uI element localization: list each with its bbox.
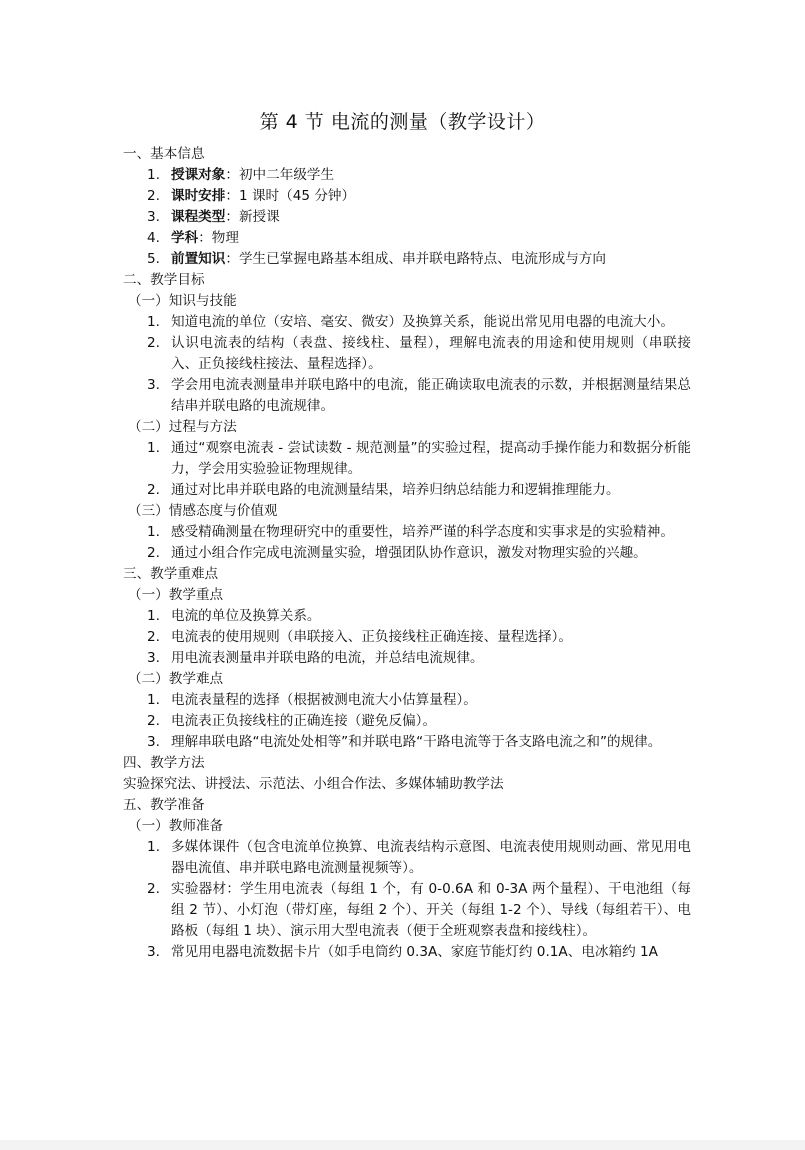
list-item xyxy=(123,312,691,333)
item-number: 5. xyxy=(147,251,160,267)
list-item xyxy=(123,249,691,270)
item-number: 1. xyxy=(147,314,160,330)
item-text: 实验器材：学生用电流表（每组 1 个，有 0-0.6A 和 0-3A 两个量程）、干电池组（每组 2 节）、小灯泡（带灯座，每组 2 个）、开关（每组 1-2 个）、导线（每组若干）、电路板（每组 1 块）、演示用大型电流表（便于全班观察表盘和接线柱）。 xyxy=(171,881,691,939)
item-number: 3. xyxy=(147,734,160,750)
item-text: ：物理 xyxy=(198,230,239,246)
item-text: 电流的单位及换算关系。 xyxy=(171,608,321,624)
item-text: 电流表量程的选择（根据被测电流大小估算量程）。 xyxy=(171,692,477,708)
item-number: 3. xyxy=(147,377,160,393)
list-item xyxy=(123,165,691,186)
document-body xyxy=(123,144,691,963)
list-item xyxy=(123,648,691,669)
item-number: 2. xyxy=(147,482,160,498)
item-number: 3. xyxy=(147,209,160,225)
paragraph: 实验探究法、讲授法、示范法、小组合作法、多媒体辅助教学法 xyxy=(123,776,504,792)
item-number: 1. xyxy=(147,524,160,540)
document-title: 第 4 节 电流的测量（教学设计） xyxy=(259,111,546,133)
list-item xyxy=(123,690,691,711)
subsection-heading: （一）知识与技能 xyxy=(128,293,237,309)
section-heading-teaching-prep: 五、教学准备 xyxy=(123,797,205,813)
subsection-heading: （二）教学难点 xyxy=(128,671,224,687)
item-number: 2. xyxy=(147,881,160,897)
list-item xyxy=(123,606,691,627)
item-text: 通过小组合作完成电流测量实验，增强团队协作意识，激发对物理实验的兴趣。 xyxy=(171,545,647,561)
item-number: 1. xyxy=(147,167,160,183)
item-text: 知道电流的单位（安培、毫安、微安）及换算关系，能说出常见用电器的电流大小。 xyxy=(171,314,674,330)
list-item xyxy=(123,732,691,753)
list-item xyxy=(123,480,691,501)
item-number: 4. xyxy=(147,230,160,246)
item-text: 理解串联电路“电流处处相等”和并联电路“干路电流等于各支路电流之和”的规律。 xyxy=(171,734,662,750)
item-number: 2. xyxy=(147,188,160,204)
subsection-heading: （一）教师准备 xyxy=(128,818,224,834)
item-text: 电流表的使用规则（串联接入、正负接线柱正确连接、量程选择）。 xyxy=(171,629,573,645)
item-number: 1. xyxy=(147,608,160,624)
list-item xyxy=(123,837,691,879)
item-label: 授课对象 xyxy=(171,167,226,183)
item-text: 感受精确测量在物理研究中的重要性，培养严谨的科学态度和实事求是的实验精神。 xyxy=(171,524,674,540)
subsection-heading: （二）过程与方法 xyxy=(128,419,237,435)
item-number: 1. xyxy=(147,440,160,456)
item-number: 2. xyxy=(147,335,160,351)
list-item xyxy=(123,543,691,564)
subsection-heading: （一）教学重点 xyxy=(128,587,224,603)
list-item xyxy=(123,942,691,963)
item-text: 多媒体课件（包含电流单位换算、电流表结构示意图、电流表使用规则动画、常见用电器电流值、串并联电路电流测量视频等）。 xyxy=(171,839,691,876)
item-text: ：新授课 xyxy=(225,209,280,225)
subsection-heading: （三）情感态度与价值观 xyxy=(128,503,278,519)
list-item xyxy=(123,186,691,207)
item-text: 电流表正负接线柱的正确连接（避免反偏）。 xyxy=(171,713,437,729)
item-label: 课程类型 xyxy=(171,209,226,225)
item-number: 2. xyxy=(147,545,160,561)
item-text: 学会用电流表测量串并联电路中的电流，能正确读取电流表的示数，并根据测量结果总结串并联电路的电流规律。 xyxy=(171,377,691,414)
list-item xyxy=(123,207,691,228)
item-number: 1. xyxy=(147,839,160,855)
item-number: 2. xyxy=(147,713,160,729)
item-text: 用电流表测量串并联电路的电流，并总结电流规律。 xyxy=(171,650,484,666)
list-item xyxy=(123,333,691,375)
list-item xyxy=(123,375,691,417)
list-item xyxy=(123,711,691,732)
item-text: ：1 课时（45 分钟） xyxy=(225,188,356,204)
item-text: ：初中二年级学生 xyxy=(225,167,335,183)
item-number: 1. xyxy=(147,692,160,708)
section-heading-teaching-goals: 二、教学目标 xyxy=(123,272,205,288)
list-item xyxy=(123,627,691,648)
item-text: 常见用电器电流数据卡片（如手电筒约 0.3A、家庭节能灯约 0.1A、电冰箱约 1A xyxy=(171,944,658,960)
item-text: 通过“观察电流表 - 尝试读数 - 规范测量”的实验过程，提高动手操作能力和数据分析能力，学会用实验验证物理规律。 xyxy=(171,440,691,477)
item-number: 3. xyxy=(147,650,160,666)
list-item xyxy=(123,438,691,480)
item-text: 通过对比串并联电路的电流测量结果，培养归纳总结能力和逻辑推理能力。 xyxy=(171,482,620,498)
item-label: 前置知识 xyxy=(171,251,226,267)
item-text: 认识电流表的结构（表盘、接线柱、量程），理解电流表的用途和使用规则（串联接入、正负接线柱接法、量程选择）。 xyxy=(171,335,691,372)
item-label: 课时安排 xyxy=(171,188,226,204)
list-item xyxy=(123,522,691,543)
list-item xyxy=(123,228,691,249)
item-label: 学科 xyxy=(171,230,199,246)
item-number: 2. xyxy=(147,629,160,645)
item-text: ：学生已掌握电路基本组成、串并联电路特点、电流形成与方向 xyxy=(225,251,606,267)
section-heading-basic-info: 一、基本信息 xyxy=(123,146,205,162)
section-heading-teaching-methods: 四、教学方法 xyxy=(123,755,205,771)
section-heading-key-difficulties: 三、教学重难点 xyxy=(123,566,219,582)
list-item xyxy=(123,879,691,942)
item-number: 3. xyxy=(147,944,160,960)
